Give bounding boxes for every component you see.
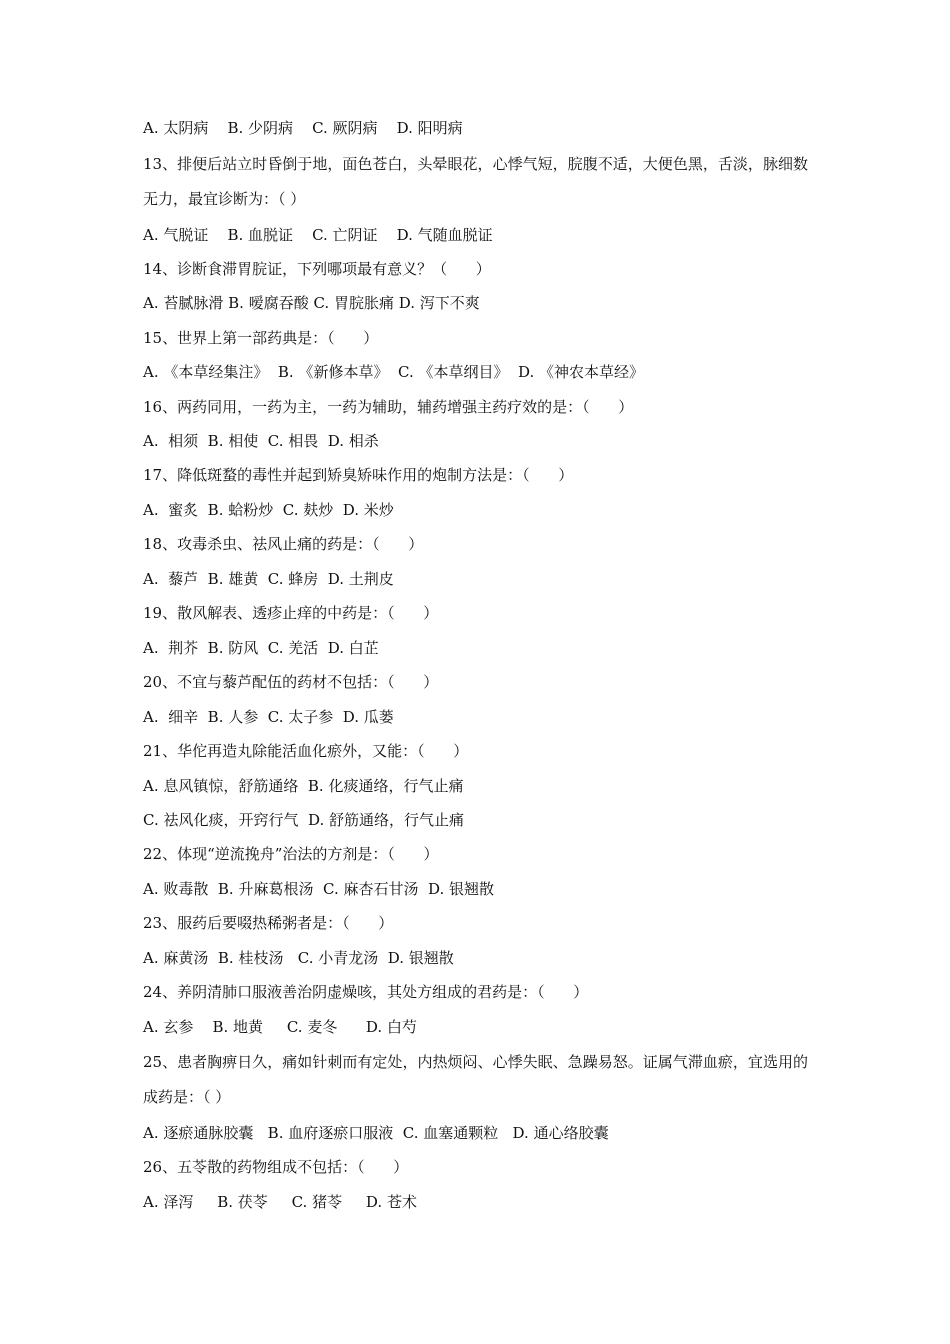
q15-options: A. 《本草经集注》 B. 《新修本草》 C. 《本草纲目》 D. 《神农本草经》 [143,363,645,381]
q26-options: A. 泽泻 B. 茯苓 C. 猪苓 D. 苍术 [143,1193,417,1211]
q19-options: A. 荆芥 B. 防风 C. 羌活 D. 白芷 [143,639,379,657]
q20-options: A. 细辛 B. 人参 C. 太子参 D. 瓜蒌 [143,708,394,726]
q23-question: 23、服药后要啜热稀粥者是：（ ） [143,914,394,932]
q18-options: A. 藜芦 B. 雄黄 C. 蜂房 D. 土荆皮 [143,570,394,588]
q17-options: A. 蜜炙 B. 蛤粉炒 C. 麸炒 D. 米炒 [143,501,394,519]
q15-question: 15、世界上第一部药典是：（ ） [143,329,379,347]
q21-options-ab: A. 息风镇惊，舒筋通络 B. 化痰通络，行气止痛 [143,777,464,795]
q19-question: 19、散风解表、透疹止痒的中药是：（ ） [143,604,439,622]
q13-options: A. 气脱证 B. 血脱证 C. 亡阴证 D. 气随血脱证 [143,226,493,244]
q20-question: 20、不宜与藜芦配伍的药材不包括：（ ） [143,673,439,691]
q16-options: A. 相须 B. 相使 C. 相畏 D. 相杀 [143,432,379,450]
q21-options-cd: C. 祛风化痰，开窍行气 D. 舒筋通络，行气止痛 [143,811,465,829]
q14-options: A. 苔腻脉滑 B. 嗳腐吞酸 C. 胃脘胀痛 D. 泻下不爽 [143,294,480,312]
q26-question: 26、五苓散的药物组成不包括：（ ） [143,1158,409,1176]
q12-options: A. 太阴病 B. 少阴病 C. 厥阴病 D. 阳明病 [143,119,463,137]
q24-options: A. 玄参 B. 地黄 C. 麦冬 D. 白芍 [143,1018,417,1036]
q17-question: 17、降低斑蝥的毒性并起到矫臭矫味作用的炮制方法是：（ ） [143,466,574,484]
q16-question: 16、两药同用，一药为主，一药为辅助，辅药增强主药疗效的是：（ ） [143,398,634,416]
q14-question: 14、诊断食滞胃脘证，下列哪项最有意义？（ ） [143,260,491,278]
q25-question: 25、患者胸痹日久，痛如针刺而有定处，内热烦闷、心悸失眠、急躁易怒。证属气滞血瘀，宜选用的成药是：（ ） [143,1053,808,1106]
q21-question: 21、华佗再造丸除能活血化瘀外，又能：（ ） [143,742,469,760]
q23-options: A. 麻黄汤 B. 桂枝汤 C. 小青龙汤 D. 银翘散 [143,949,454,967]
q22-options: A. 败毒散 B. 升麻葛根汤 C. 麻杏石甘汤 D. 银翘散 [143,880,495,898]
q24-question: 24、养阴清肺口服液善治阴虚燥咳，其处方组成的君药是：（ ） [143,983,589,1001]
q18-question: 18、攻毒杀虫、祛风止痛的药是：（ ） [143,535,424,553]
q13-question: 13、排便后站立时昏倒于地，面色苍白，头晕眼花，心悸气短，脘腹不适，大便色黑，舌淡，脉细数无力，最宜诊断为：（ ） [143,155,808,208]
q25-options: A. 逐瘀通脉胶囊 B. 血府逐瘀口服液 C. 血塞通颗粒 D. 通心络胶囊 [143,1124,609,1142]
q22-question: 22、体现“逆流挽舟”治法的方剂是：（ ） [143,845,439,863]
